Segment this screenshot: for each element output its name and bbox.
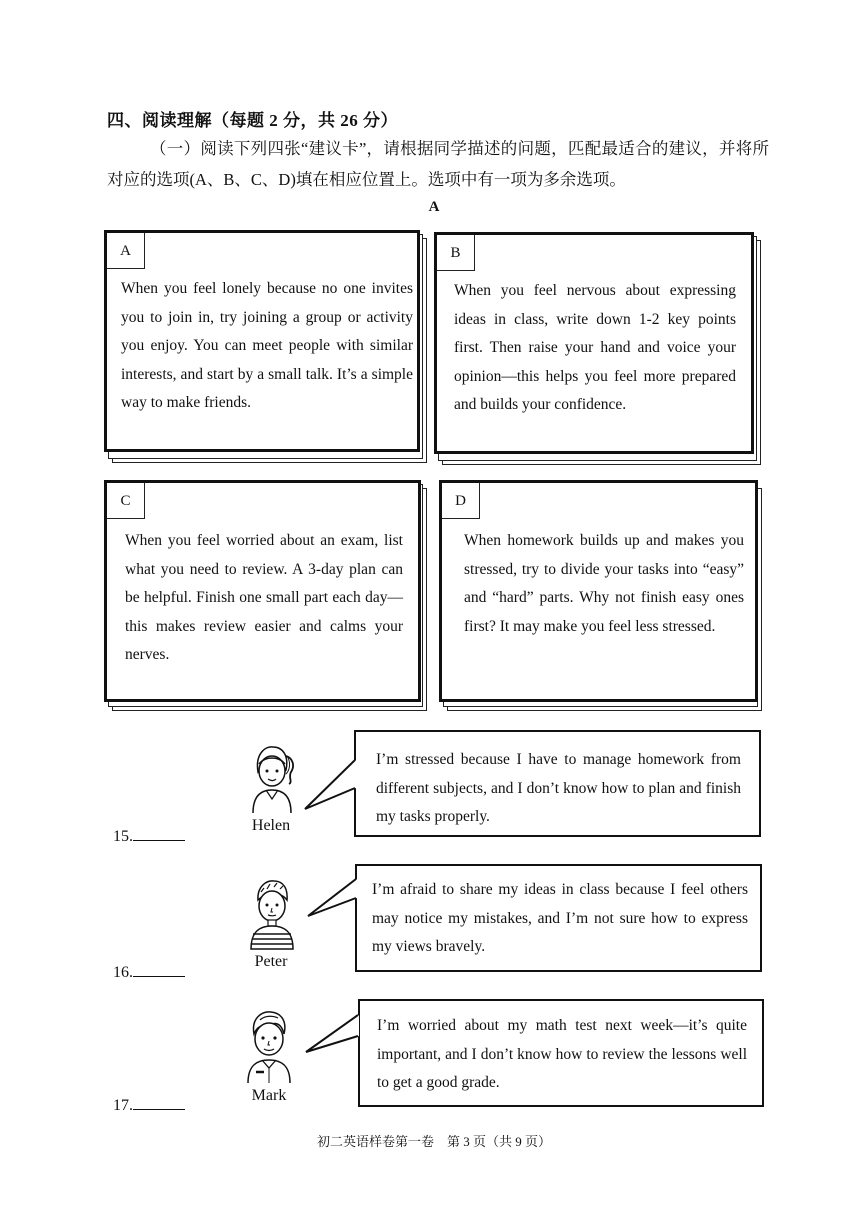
page-footer: 初二英语样卷第一卷 第 3 页（共 9 页）	[316, 1134, 551, 1149]
speech-bubble-tail	[303, 1014, 361, 1056]
blank-line	[133, 962, 185, 977]
card-letter: C	[107, 483, 145, 519]
blank-line	[133, 1095, 185, 1110]
blank-line	[133, 826, 185, 841]
advice-card-c	[104, 480, 434, 716]
card-advice-text: When you feel worried about an exam, list what you need to review. A 3-day plan can be helpful. Finish one small part each day—this makes review easier and calms your nerves.	[125, 532, 403, 664]
card-body	[434, 232, 754, 454]
advice-card-a	[104, 230, 434, 466]
speech-bubble-17	[358, 999, 764, 1107]
answer-blank-15[interactable]	[113, 826, 185, 846]
section-instructions: （一）阅读下列四张“建议卡”，请根据同学描述的问题，匹配最适合的建议，并将所对应的选项(A、B、C、D)填在相应位置上。选项中有一项为多余选项。	[107, 139, 769, 189]
girl-icon	[241, 744, 301, 814]
speech-bubble-16	[355, 864, 762, 972]
student-name: Helen	[251, 817, 291, 834]
card-body	[104, 230, 420, 452]
part-label: A	[428, 199, 440, 215]
card-advice-text: When homework builds up and makes you stressed, try to divide your tasks into “easy” and “hard” parts. Why not finish easy ones first? It may make you feel less stressed.	[464, 532, 744, 635]
speech-bubble-tail	[302, 758, 358, 814]
question-number: 17.	[113, 1097, 133, 1114]
card-body	[439, 480, 758, 702]
student-problem-text: I’m worried about my math test next week—it’s quite important, and I don’t know how to review the lessons well to get a good grade.	[377, 1017, 747, 1091]
student-peter	[226, 878, 316, 971]
student-problem-text: I’m afraid to share my ideas in class because I feel others may notice my mistakes, and I’m not sure how to express my views bravely.	[372, 881, 748, 955]
card-letter: B	[437, 235, 475, 271]
answer-blank-16[interactable]	[113, 962, 185, 982]
boy-icon	[238, 1010, 300, 1084]
student-name: Peter	[254, 953, 288, 970]
answer-blank-17[interactable]	[113, 1095, 185, 1115]
student-problem-text: I’m stressed because I have to manage homework from different subjects, and I don’t know how to plan and finish my tasks properly.	[376, 751, 741, 825]
advice-card-b	[434, 232, 770, 468]
question-number: 16.	[113, 964, 133, 981]
question-number: 15.	[113, 828, 133, 845]
student-mark	[224, 1010, 314, 1105]
card-advice-text: When you feel lonely because no one invites you to join in, try joining a group or activity you enjoy. You can meet people with similar interests, and start by a small talk. It’s a simple way to make friends.	[121, 280, 413, 412]
card-advice-text: When you feel nervous about expressing ideas in class, write down 1-2 key points first. Then raise your hand and voice your opinion—this helps you feel more prepared and builds your confidence.	[454, 282, 736, 414]
card-letter: D	[442, 483, 480, 519]
speech-bubble-tail	[305, 878, 359, 920]
section-heading: 四、阅读理解（每题 2 分，共 26 分）	[107, 111, 398, 130]
student-name: Mark	[251, 1087, 287, 1104]
card-letter: A	[107, 233, 145, 269]
card-body	[104, 480, 421, 702]
boy-icon	[241, 878, 301, 950]
advice-card-d	[439, 480, 769, 716]
speech-bubble-15	[354, 730, 761, 837]
